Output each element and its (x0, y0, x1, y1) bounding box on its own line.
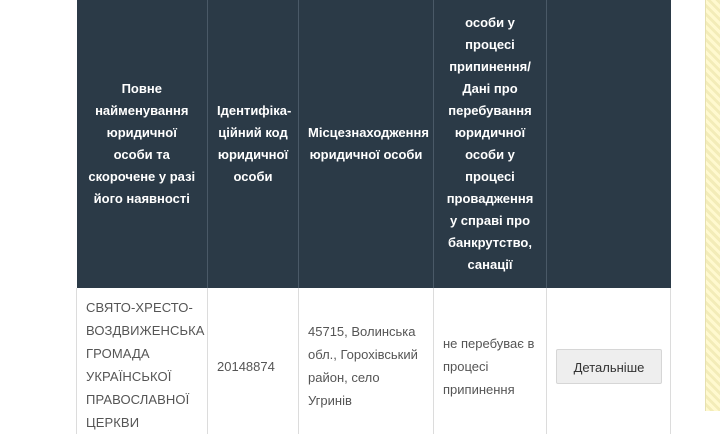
page-edge-decoration (705, 0, 720, 411)
cell-actions (547, 288, 671, 434)
header-status: особи у процесі припинення/ Дані про перебування юридичної особи у процесі провадження у справі про банкрутство, санації (434, 0, 547, 288)
cell-full-name: СВЯТО-ХРЕСТО-ВОЗДВИЖЕНСЬКА ГРОМАДА УКРАЇНСЬКОЇ ПРАВОСЛАВНОЇ ЦЕРКВИ (77, 288, 208, 434)
cell-id-code: 20148874 (208, 288, 299, 434)
cell-location: 45715, Волинська обл., Горохівський район, село Угринів (299, 288, 434, 434)
header-row (77, 0, 671, 288)
results-table (76, 0, 671, 434)
header-location: Місцезнаходження юридичної особи (299, 0, 434, 288)
table-header (77, 0, 671, 288)
table-body (77, 288, 671, 434)
header-full-name: Повне найменування юридичної особи та скорочене у разі його наявності (77, 0, 208, 288)
table-row (77, 288, 671, 434)
details-button[interactable]: Детальніше (556, 349, 662, 384)
cell-status: не перебуває в процесі припинення (434, 288, 547, 434)
header-id-code: Ідентифіка-ційний код юридичної особи (208, 0, 299, 288)
header-actions (547, 0, 671, 288)
